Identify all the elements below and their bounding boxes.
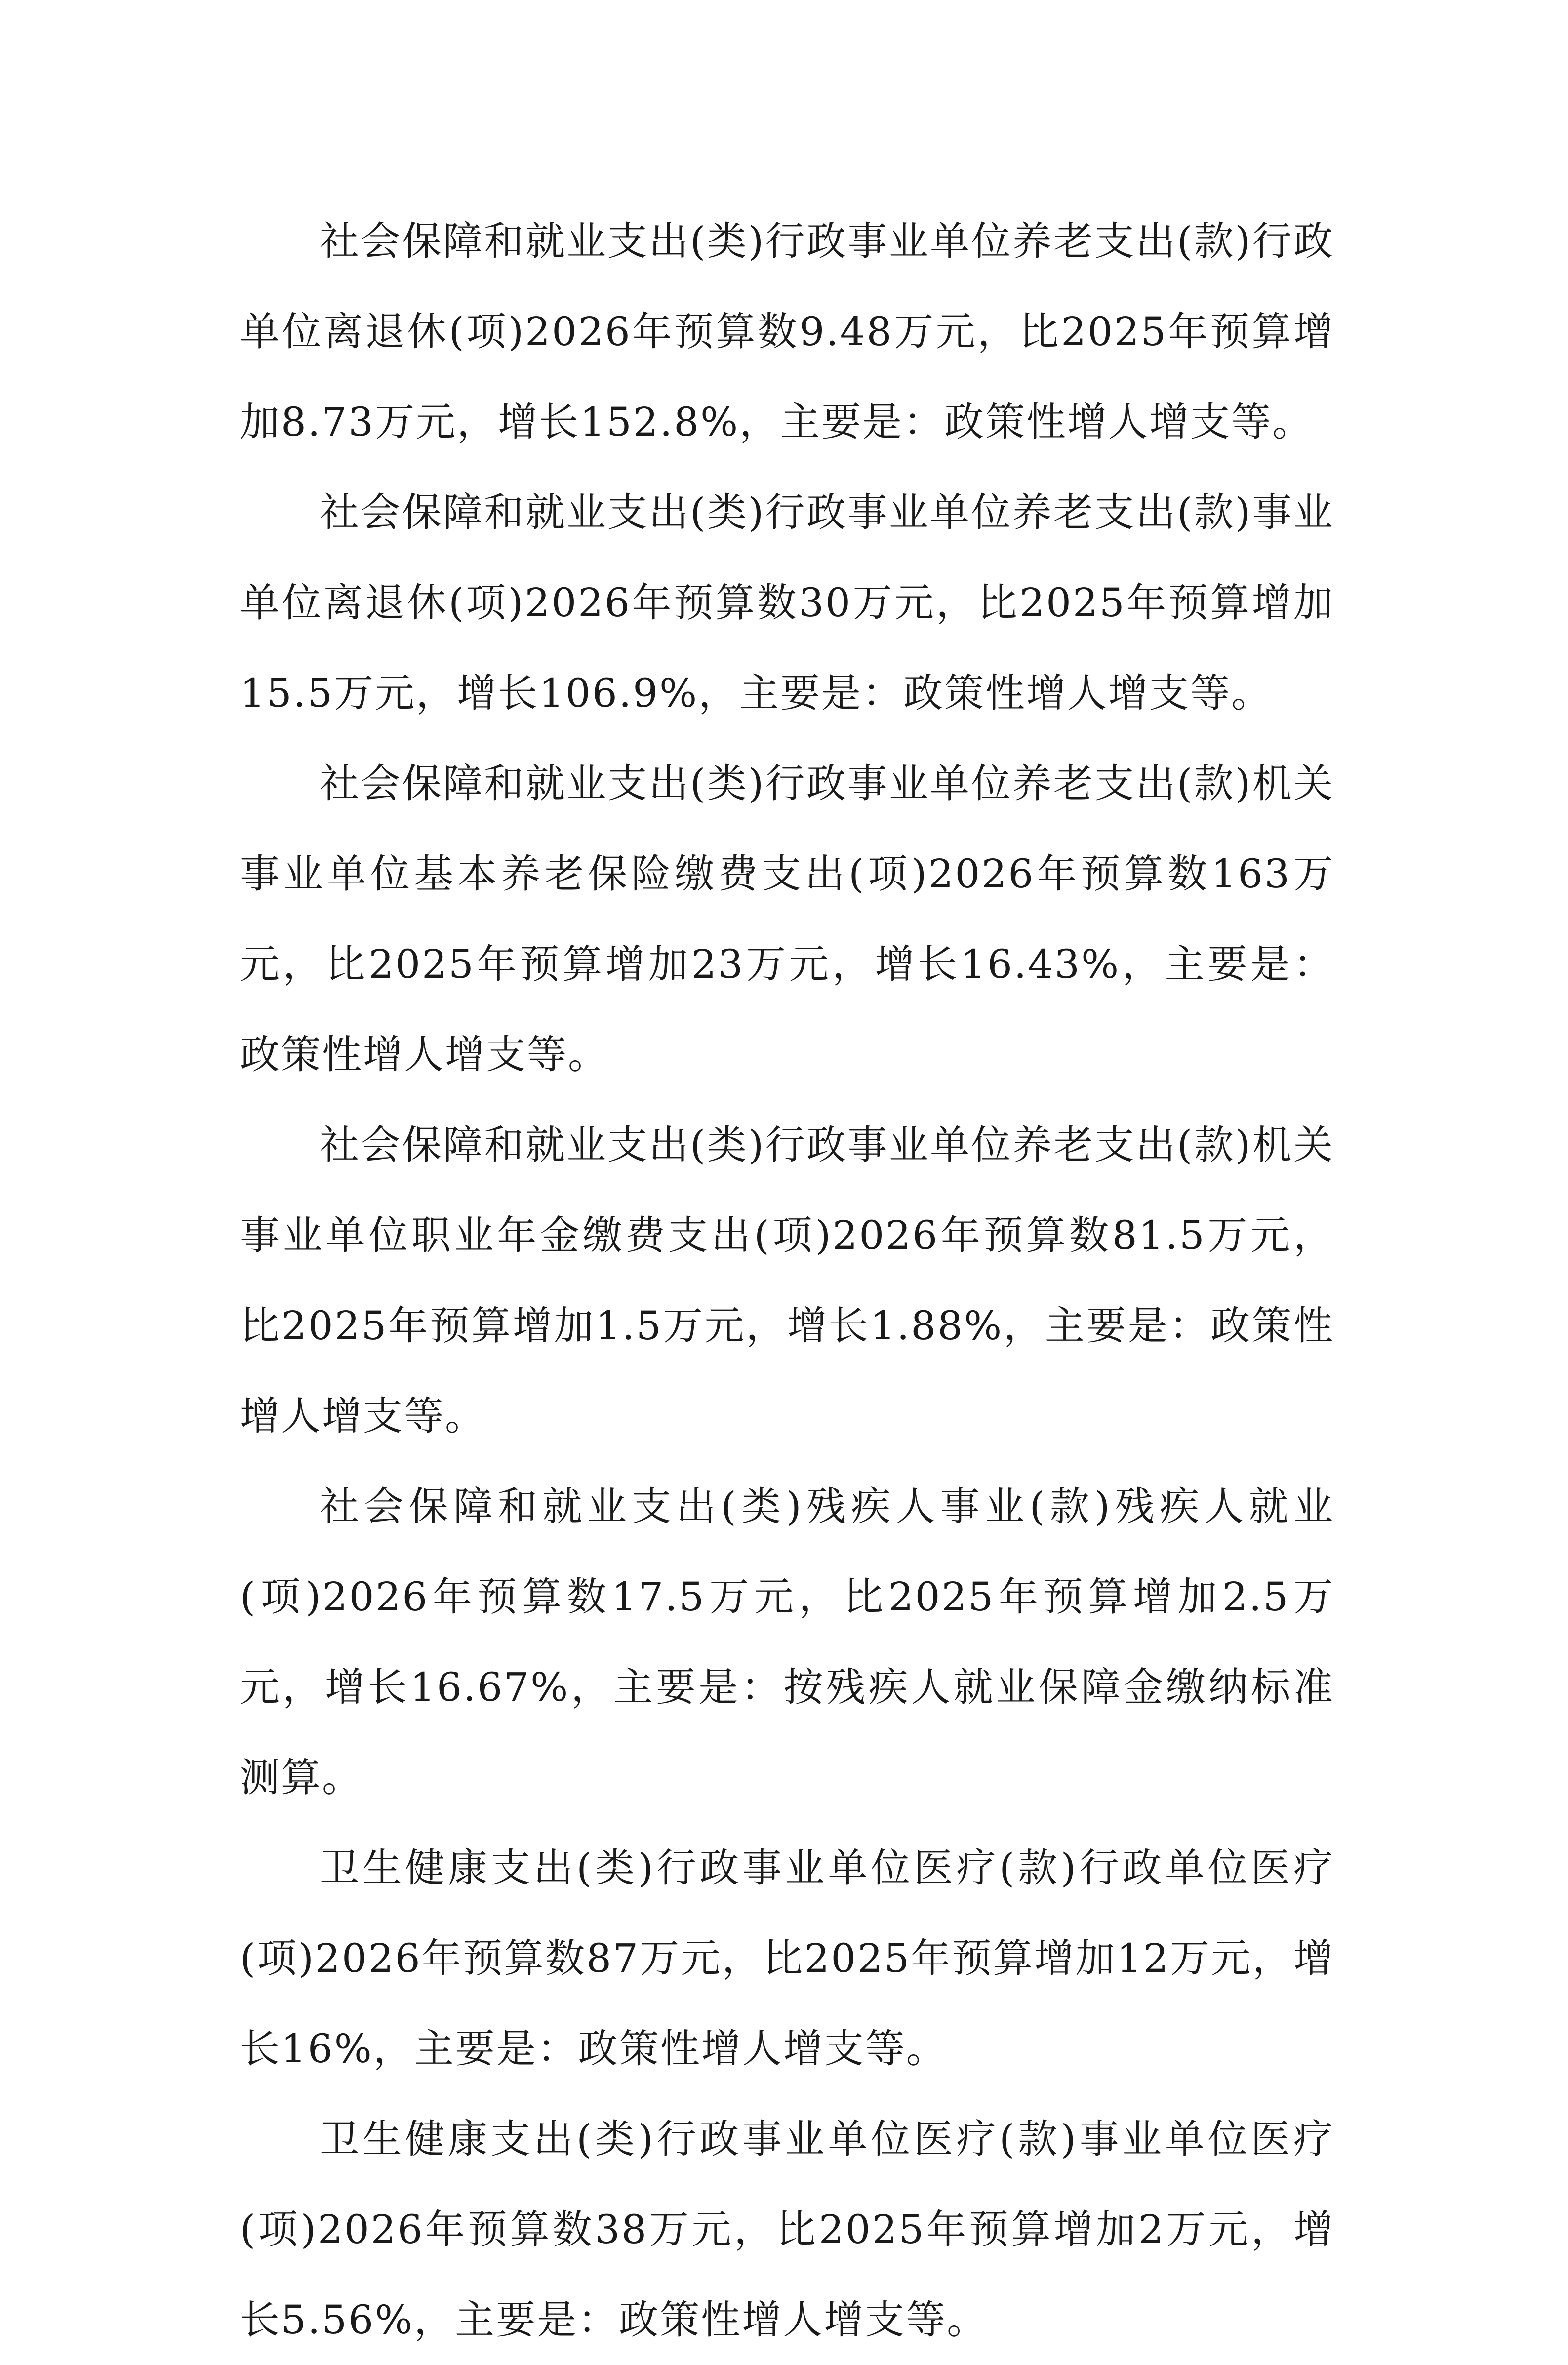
paragraph-basic-pension-insurance: 社会保障和就业支出(类)行政事业单位养老支出(款)机关事业单位基本养老保险缴费支出(项)2026年预算数163万元，比2025年预算增加23万元，增长16.43%，主要是：政策性增人增支等。 bbox=[240, 761, 1334, 1078]
paragraph-public-institution-medical: 卫生健康支出(类)行政事业单位医疗(款)事业单位医疗(项)2026年预算数38万元，比2025年预算增加2万元，增长5.56%，主要是：政策性增人增支等。 bbox=[240, 2116, 1334, 2343]
paragraph-admin-unit-medical: 卫生健康支出(类)行政事业单位医疗(款)行政单位医疗(项)2026年预算数87万元，比2025年预算增加12万元，增长16%，主要是：政策性增人增支等。 bbox=[240, 1845, 1334, 2072]
document-body bbox=[240, 196, 1334, 2365]
paragraph-disabled-employment: 社会保障和就业支出(类)残疾人事业(款)残疾人就业(项)2026年预算数17.5万元，比2025年预算增加2.5万元，增长16.67%，主要是：按残疾人就业保障金缴纳标准测算。 bbox=[240, 1483, 1334, 1801]
paragraph-retired-admin-units: 社会保障和就业支出(类)行政事业单位养老支出(款)行政单位离退休(项)2026年预算数9.48万元，比2025年预算增加8.73万元，增长152.8%，主要是：政策性增人增支等。 bbox=[240, 218, 1334, 445]
paragraph-occupational-annuity: 社会保障和就业支出(类)行政事业单位养老支出(款)机关事业单位职业年金缴费支出(项)2026年预算数81.5万元，比2025年预算增加1.5万元，增长1.88%，主要是：政策性增人增支等。 bbox=[240, 1122, 1334, 1439]
paragraph-retired-public-institutions: 社会保障和就业支出(类)行政事业单位养老支出(款)事业单位离退休(项)2026年预算数30万元，比2025年预算增加15.5万元，增长106.9%，主要是：政策性增人增支等。 bbox=[240, 489, 1334, 716]
